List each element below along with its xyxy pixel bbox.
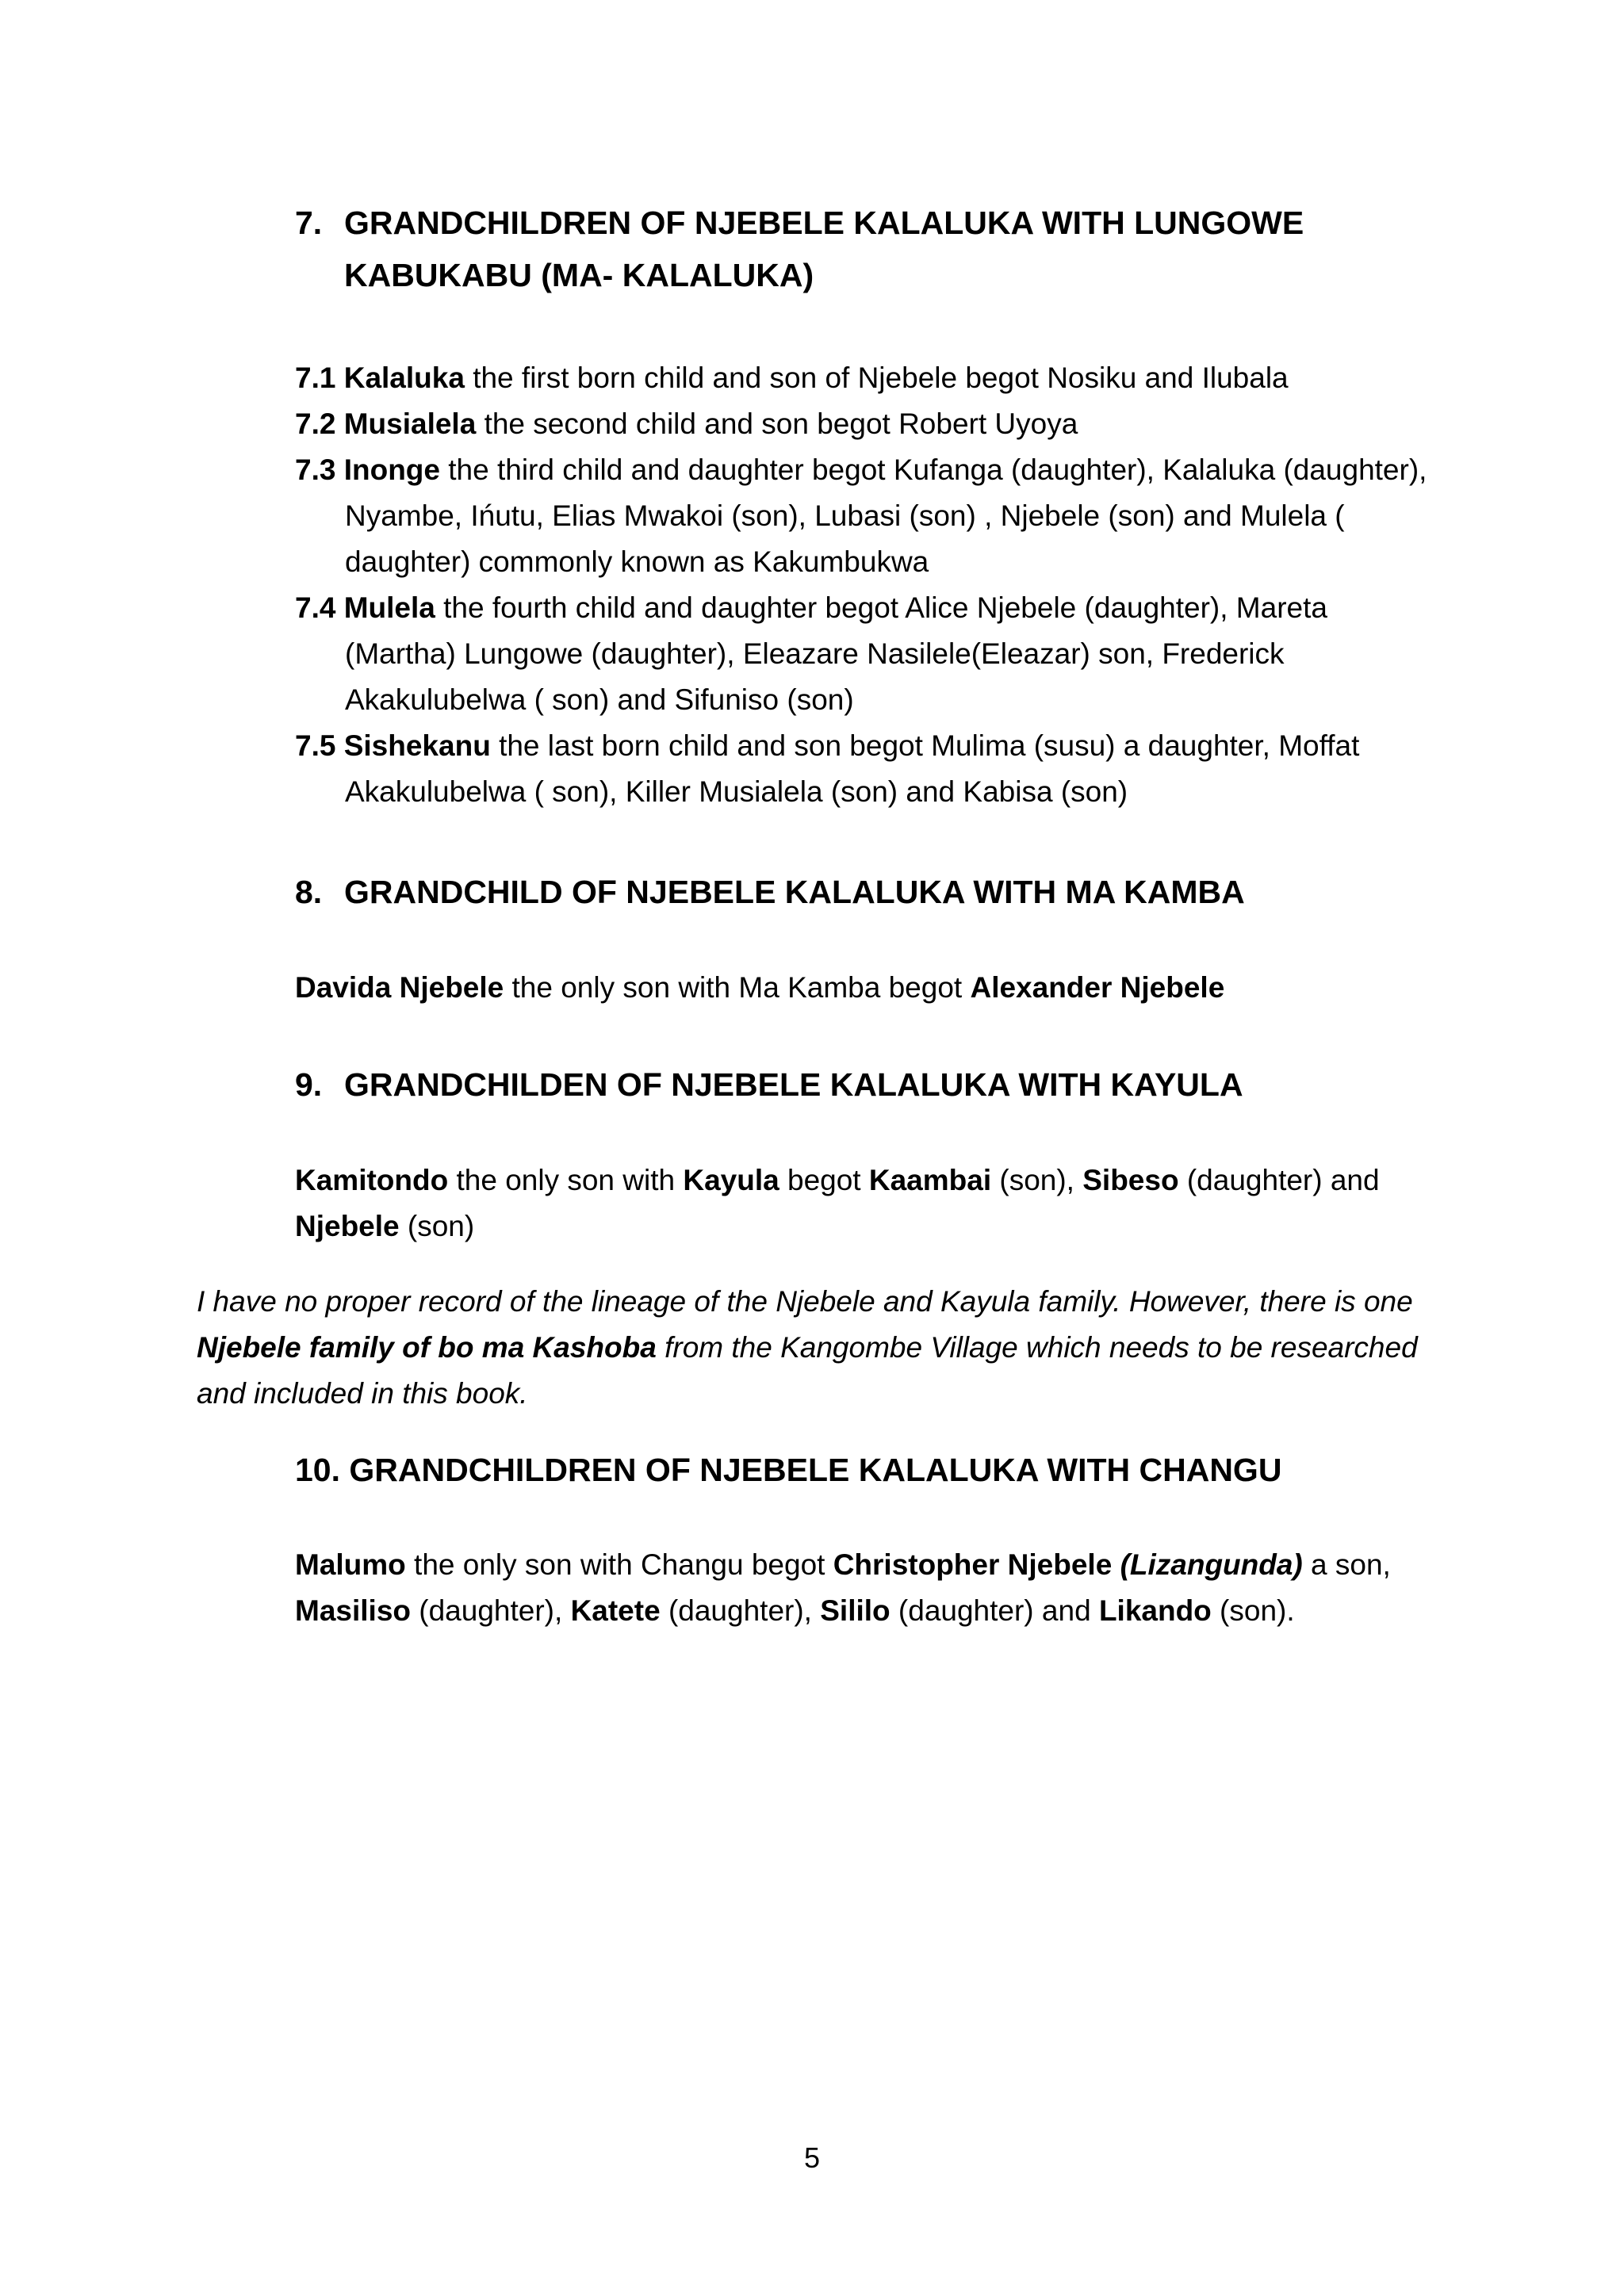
entry-text: the last born child and son begot Mulima (susu) a daughter, Moffat Akakulubelwa ( son), Killer Musialela (son) and Kabisa (son) xyxy=(345,729,1360,808)
heading-text: 10. GRANDCHILDREN OF NJEBELE KALALUKA WITH CHANGU xyxy=(295,1452,1282,1488)
paragraph-text: the only son with Changu begot xyxy=(405,1548,833,1581)
entry-text: the fourth child and daughter begot Alice Njebele (daughter), Mareta (Martha) Lungowe (daughter), Eleazare Nasilele(Eleazar) son, Frederick Akakulubelwa ( son) and Sifuniso (son) xyxy=(345,591,1327,716)
paragraph-text: (daughter) and xyxy=(890,1594,1099,1627)
entry-text: the second child and son begot Robert Uyoya xyxy=(476,408,1078,440)
list-item xyxy=(295,723,1429,815)
list-item xyxy=(295,401,1429,447)
list-item xyxy=(295,447,1429,585)
paragraph-text: (daughter), xyxy=(411,1594,571,1627)
person-name: Likando xyxy=(1098,1594,1212,1627)
entry-number: 7.2 xyxy=(295,408,336,440)
person-name: Masiliso xyxy=(295,1594,411,1627)
heading-section-9 xyxy=(295,1058,1484,1111)
person-name: Malumo xyxy=(295,1548,406,1581)
paragraph-text: (daughter) and xyxy=(1178,1164,1380,1196)
person-name: Alexander Njebele xyxy=(970,971,1225,1004)
person-name: Kayula xyxy=(683,1164,779,1196)
note-emphasis: Njebele family of bo ma Kashoba xyxy=(197,1331,657,1364)
paragraph-text: the only son with Ma Kamba begot xyxy=(504,971,971,1004)
person-name: Sibeso xyxy=(1082,1164,1179,1196)
heading-section-7 xyxy=(295,197,1484,301)
section-7-list xyxy=(295,355,1429,815)
heading-text: GRANDCHILDEN OF NJEBELE KALALUKA WITH KAYULA xyxy=(344,1066,1243,1103)
list-item xyxy=(295,585,1429,723)
paragraph-text: a son, xyxy=(1302,1548,1391,1581)
entry-number: 7.5 xyxy=(295,729,336,762)
heading-text: GRANDCHILD OF NJEBELE KALALUKA WITH MA KAMBA xyxy=(344,874,1245,910)
person-name: Kamitondo xyxy=(295,1164,449,1196)
heading-text-line2: KABUKABU (MA- KALALUKA) xyxy=(344,257,814,293)
paragraph-text: the only son with xyxy=(448,1164,684,1196)
person-name: Kaambai xyxy=(868,1164,992,1196)
heading-number: 7. xyxy=(295,205,323,241)
section-10-paragraph xyxy=(295,1542,1429,1634)
person-name: Christopher Njebele xyxy=(833,1548,1120,1581)
person-alias: (Lizangunda) xyxy=(1120,1548,1303,1581)
person-name: Njebele xyxy=(295,1210,400,1242)
entry-number: 7.1 xyxy=(295,362,336,394)
paragraph-text: (son). xyxy=(1211,1594,1295,1627)
section-8-paragraph xyxy=(295,965,1429,1011)
person-name: Musialela xyxy=(343,408,477,440)
note-text: from the Kangombe Village which needs to be researched and included in this book. xyxy=(197,1331,1418,1410)
person-name: Sishekanu xyxy=(343,729,491,762)
heading-section-8 xyxy=(295,866,1484,918)
paragraph-text: (son), xyxy=(991,1164,1083,1196)
person-name: Mulela xyxy=(343,591,435,624)
heading-number: 8. xyxy=(295,874,323,910)
entry-text: the third child and daughter begot Kufanga (daughter), Kalaluka (daughter), Nyambe, Ińutu, Elias Mwakoi (son), Lubasi (son) , Njebele (son) and Mulela ( daughter) commonly known as Kakumbukwa xyxy=(345,453,1427,578)
person-name: Sililo xyxy=(820,1594,891,1627)
paragraph-text: (son) xyxy=(399,1210,475,1242)
person-name: Katete xyxy=(570,1594,661,1627)
page-number: 5 xyxy=(803,2141,821,2174)
entry-text: the first born child and son of Njebele begot Nosiku and Ilubala xyxy=(464,362,1289,394)
heading-number: 9. xyxy=(295,1066,323,1103)
heading-section-10 xyxy=(295,1444,1484,1496)
note-text: I have no proper record of the lineage of the Njebele and Kayula family. However, there is one xyxy=(197,1285,1413,1318)
entry-number: 7.3 xyxy=(295,453,336,486)
paragraph-text: (daughter), xyxy=(660,1594,821,1627)
section-9-paragraph xyxy=(295,1158,1429,1249)
list-item xyxy=(295,355,1429,401)
author-note xyxy=(197,1279,1418,1417)
entry-number: 7.4 xyxy=(295,591,336,624)
heading-text: GRANDCHILDREN OF NJEBELE KALALUKA WITH LUNGOWE xyxy=(344,205,1304,241)
person-name: Davida Njebele xyxy=(295,971,504,1004)
person-name: Kalaluka xyxy=(343,362,465,394)
paragraph-text: begot xyxy=(779,1164,869,1196)
person-name: Inonge xyxy=(343,453,440,486)
